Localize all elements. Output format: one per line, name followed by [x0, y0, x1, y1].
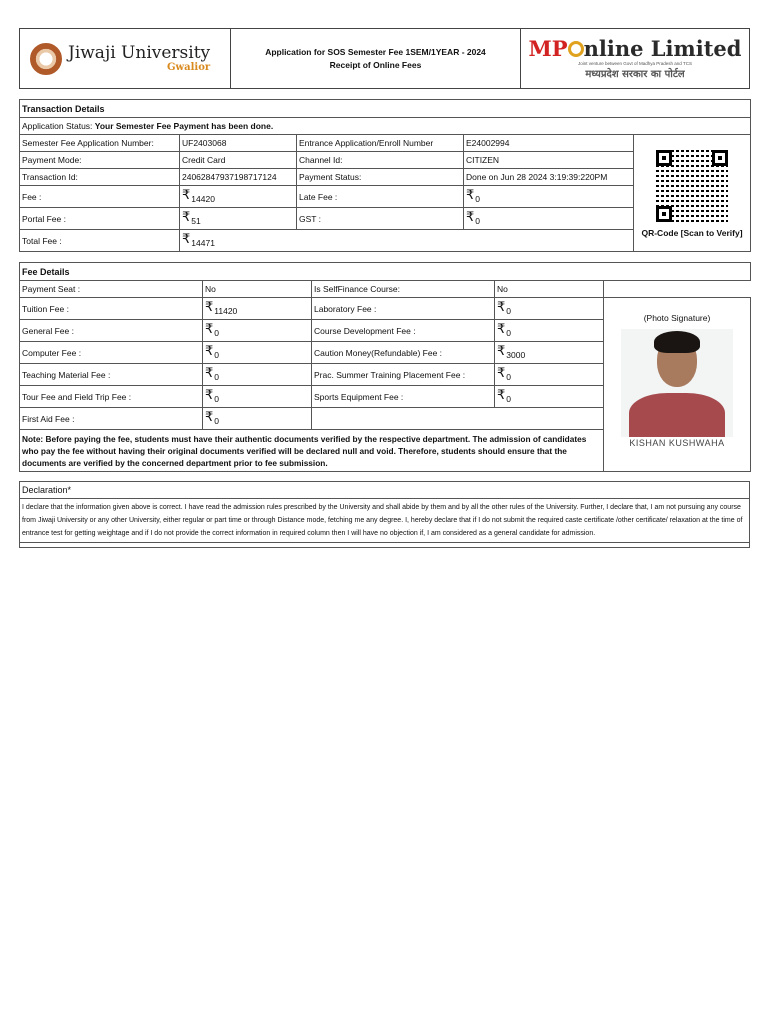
prac-summer-training-label: Prac. Summer Training Placement Fee :: [312, 364, 495, 386]
receipt-header: [19, 28, 750, 89]
rupee-icon: ₹: [497, 342, 506, 358]
photo-signature-cell: [604, 298, 751, 472]
rupee-icon: ₹: [205, 320, 214, 336]
mponline-tagline: Joint venture between Govt of Madhya Pradesh and TCS: [578, 60, 692, 66]
laboratory-fee-value: ₹0: [495, 298, 604, 320]
mponline-wordmark: MP nline Limited: [528, 35, 742, 61]
mponline-logo: [521, 29, 749, 88]
fee-label: Fee :: [20, 186, 180, 208]
rupee-icon: ₹: [205, 408, 214, 424]
receipt-page: [19, 28, 750, 548]
computer-fee-value: ₹0: [203, 342, 312, 364]
app-number-value: UF2403068: [180, 135, 297, 152]
channel-id-value: CITIZEN: [464, 152, 634, 169]
payment-status-label: Payment Status:: [297, 169, 464, 186]
student-photo: [621, 329, 733, 437]
receipt-title: [231, 29, 521, 88]
verification-note: Note: Before paying the fee, students must have their authentic documents verified by the respective department. The admission of candidates who pay the fee without having their original documents verified will be declared null and void. Therefore, students should ensure that the documents are verified by the concerned department prior to fee submission.: [20, 430, 604, 472]
fee-details-title: Fee Details: [20, 263, 751, 281]
caution-money-label: Caution Money(Refundable) Fee :: [312, 342, 495, 364]
teaching-material-fee-value: ₹0: [203, 364, 312, 386]
declaration-text: I declare that the information given above is correct. I have read the admission rules prescribed by the University and shall abide by them and by all the other rules of the University. Further, I declare that, I am not pursuing any course from Jiwaji University or any other University, either regular or part time or through Distance mode, fetching me any degree. I, hereby declare that if I do not submit the required caste certificate /other certificate/ relaxation at the time of entrance test for getting weightage and if I do not provide the correct information in required column then I will have no objection if, I am considered as a general candidate for admission.: [20, 499, 750, 543]
channel-id-label: Channel Id:: [297, 152, 464, 169]
rupee-icon: ₹: [182, 230, 191, 246]
tour-fee-value: ₹0: [203, 386, 312, 408]
qr-code-icon: [654, 148, 730, 224]
transaction-details-title: Transaction Details: [20, 100, 751, 118]
rupee-icon: ₹: [182, 208, 191, 224]
payment-status-value: Done on Jun 28 2024 3:19:39:220PM: [464, 169, 634, 186]
first-aid-fee-value: ₹0: [203, 408, 312, 430]
total-fee-value: ₹14471: [180, 230, 634, 252]
total-fee-label: Total Fee :: [20, 230, 180, 252]
mponline-o-icon: [568, 41, 584, 57]
computer-fee-label: Computer Fee :: [20, 342, 203, 364]
course-development-fee-label: Course Development Fee :: [312, 320, 495, 342]
transaction-id-label: Transaction Id:: [20, 169, 180, 186]
receipt-title-line2: Receipt of Online Fees: [329, 59, 422, 70]
caution-money-value: ₹3000: [495, 342, 604, 364]
rupee-icon: ₹: [205, 342, 214, 358]
transaction-id-value: 24062847937198717124: [180, 169, 297, 186]
general-fee-value: ₹0: [203, 320, 312, 342]
payment-mode-value: Credit Card: [180, 152, 297, 169]
rupee-icon: ₹: [466, 208, 475, 224]
application-status-row: Application Status: Your Semester Fee Payment has been done.: [20, 118, 751, 135]
rupee-icon: ₹: [497, 320, 506, 336]
university-logo: [20, 29, 231, 88]
declaration-title: Declaration*: [20, 482, 750, 499]
late-fee-label: Late Fee :: [297, 186, 464, 208]
tuition-fee-label: Tuition Fee :: [20, 298, 203, 320]
tour-fee-label: Tour Fee and Field Trip Fee :: [20, 386, 203, 408]
declaration-table: [19, 481, 750, 548]
payment-seat-label: Payment Seat :: [20, 281, 203, 298]
rupee-icon: ₹: [205, 386, 214, 402]
fee-value: ₹14420: [180, 186, 297, 208]
portal-fee-value: ₹51: [180, 208, 297, 230]
enroll-number-value: E24002994: [464, 135, 634, 152]
rupee-icon: ₹: [497, 298, 506, 314]
qr-code-cell: [634, 135, 751, 252]
rupee-icon: ₹: [466, 186, 475, 202]
fee-details-table: [19, 262, 751, 472]
photo-caption: (Photo Signature): [643, 313, 711, 323]
late-fee-value: ₹0: [464, 186, 634, 208]
prac-summer-training-value: ₹0: [495, 364, 604, 386]
mponline-hindi-tagline: मध्यप्रदेश सरकार का पोर्टल: [585, 68, 685, 80]
gst-label: GST :: [297, 208, 464, 230]
university-seal-icon: [30, 43, 62, 75]
rupee-icon: ₹: [205, 298, 214, 314]
receipt-title-line1: Application for SOS Semester Fee 1SEM/1YEAR - 2024: [265, 46, 486, 57]
teaching-material-fee-label: Teaching Material Fee :: [20, 364, 203, 386]
general-fee-label: General Fee :: [20, 320, 203, 342]
rupee-icon: ₹: [205, 364, 214, 380]
rupee-icon: ₹: [497, 386, 506, 402]
qr-code-label: QR-Code [Scan to Verify]: [641, 228, 743, 238]
portal-fee-label: Portal Fee :: [20, 208, 180, 230]
sports-equipment-fee-label: Sports Equipment Fee :: [312, 386, 495, 408]
application-status-value: Your Semester Fee Payment has been done.: [94, 121, 274, 131]
selffinance-label: Is SelfFinance Course:: [312, 281, 495, 298]
rupee-icon: ₹: [497, 364, 506, 380]
app-number-label: Semester Fee Application Number:: [20, 135, 180, 152]
laboratory-fee-label: Laboratory Fee :: [312, 298, 495, 320]
gst-value: ₹0: [464, 208, 634, 230]
university-name: Jiwaji University: [68, 43, 211, 63]
payment-seat-value: No: [203, 281, 312, 298]
university-city: Gwalior: [166, 62, 211, 73]
rupee-icon: ₹: [182, 186, 191, 202]
tuition-fee-value: ₹11420: [203, 298, 312, 320]
course-development-fee-value: ₹0: [495, 320, 604, 342]
enroll-number-label: Entrance Application/Enroll Number: [297, 135, 464, 152]
selffinance-value: No: [495, 281, 604, 298]
sports-equipment-fee-value: ₹0: [495, 386, 604, 408]
transaction-details-table: [19, 99, 751, 252]
first-aid-fee-label: First Aid Fee :: [20, 408, 203, 430]
payment-mode-label: Payment Mode:: [20, 152, 180, 169]
student-signature: KISHAN KUSHWAHA: [629, 438, 725, 448]
